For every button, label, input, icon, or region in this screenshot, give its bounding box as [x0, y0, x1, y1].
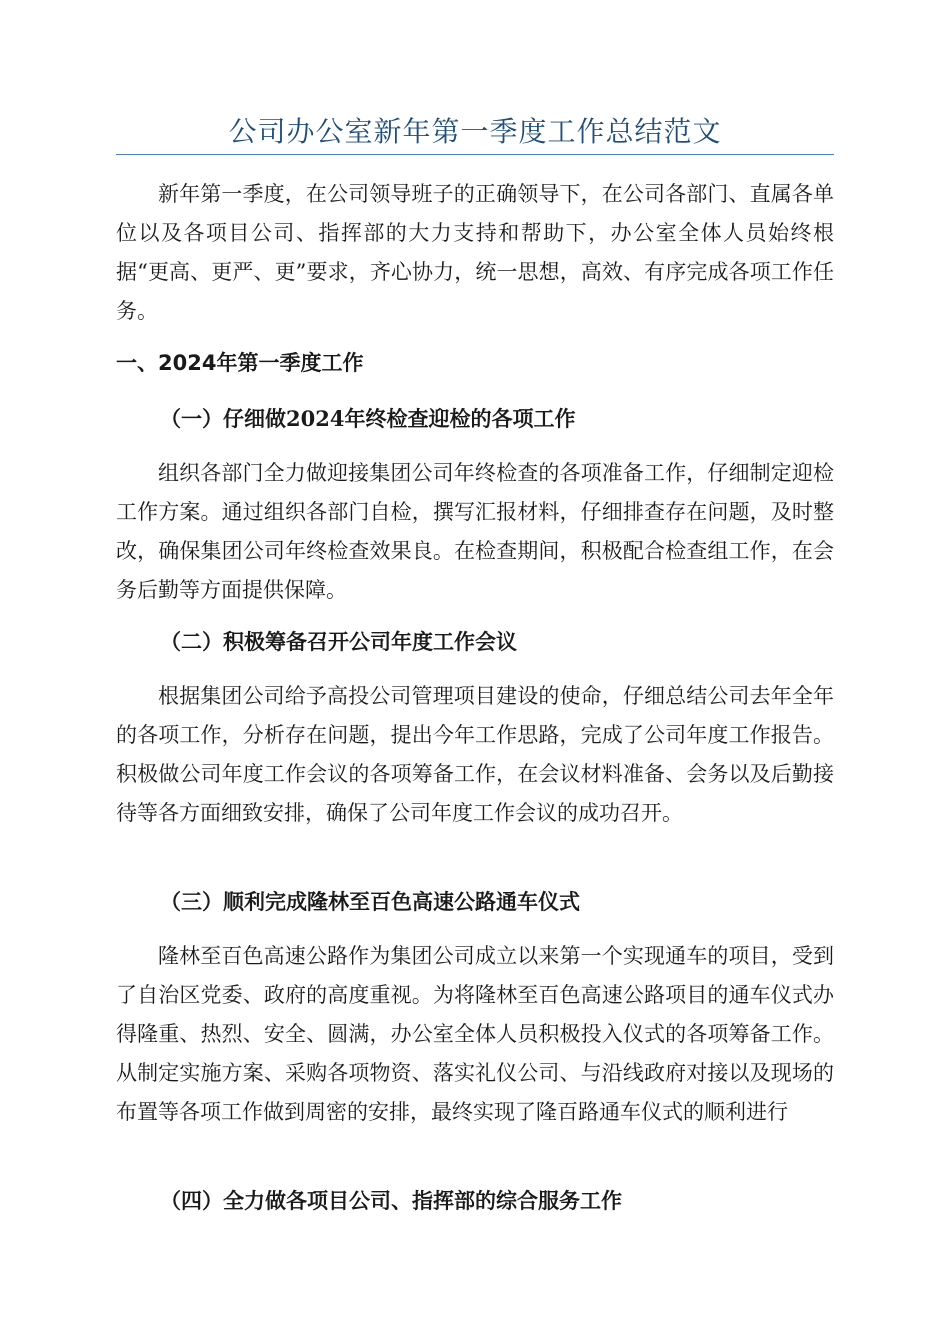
subheading-4: （四）全力做各项目公司、指挥部的综合服务工作: [160, 1188, 622, 1213]
subheading-3: （三）顺利完成隆林至百色高速公路通车仪式: [160, 889, 580, 914]
section-heading: 一、2024年第一季度工作: [116, 351, 364, 375]
subheading-2: （二）积极筹备召开公司年度工作会议: [160, 629, 517, 654]
subheading-1: （一）仔细做2024年终检查迎检的各项工作: [160, 406, 576, 431]
paragraph-3: 隆林至百色高速公路作为集团公司成立以来第一个实现通车的项目，受到了自治区党委、政府的高度重视。为将隆林至百色高速公路项目的通车仪式办得隆重、热烈、安全、圆满，办公室全体人员积极投入仪式的各项筹备工作。从制定实施方案、采购各项物资、落实礼仪公司、与沿线政府对接以及现场的布置等各项工作做到周密的安排，最终实现了隆百路通车仪式的顺利进行: [116, 944, 834, 1124]
paragraph-1: 组织各部门全力做迎接集团公司年终检查的各项准备工作，仔细制定迎检工作方案。通过组织各部门自检，撰写汇报材料，仔细排查存在问题，及时整改，确保集团公司年终检查效果良。在检查期间，积极配合检查组工作，在会务后勤等方面提供保障。: [116, 461, 834, 602]
intro-paragraph: 新年第一季度，在公司领导班子的正确领导下，在公司各部门、直属各单位以及各项目公司、指挥部的大力支持和帮助下，办公室全体人员始终根据“更高、更严、更”要求，齐心协力，统一思想，高效、有序完成各项工作任务。: [116, 182, 834, 323]
paragraph-2: 根据集团公司给予高投公司管理项目建设的使命，仔细总结公司去年全年的各项工作，分析存在问题，提出今年工作思路，完成了公司年度工作报告。积极做公司年度工作会议的各项筹备工作，在会议材料准备、会务以及后勤接待等各方面细致安排，确保了公司年度工作会议的成功召开。: [116, 684, 834, 825]
title-underline: [116, 154, 834, 155]
document-title: 公司办公室新年第一季度工作总结范文: [228, 115, 722, 148]
